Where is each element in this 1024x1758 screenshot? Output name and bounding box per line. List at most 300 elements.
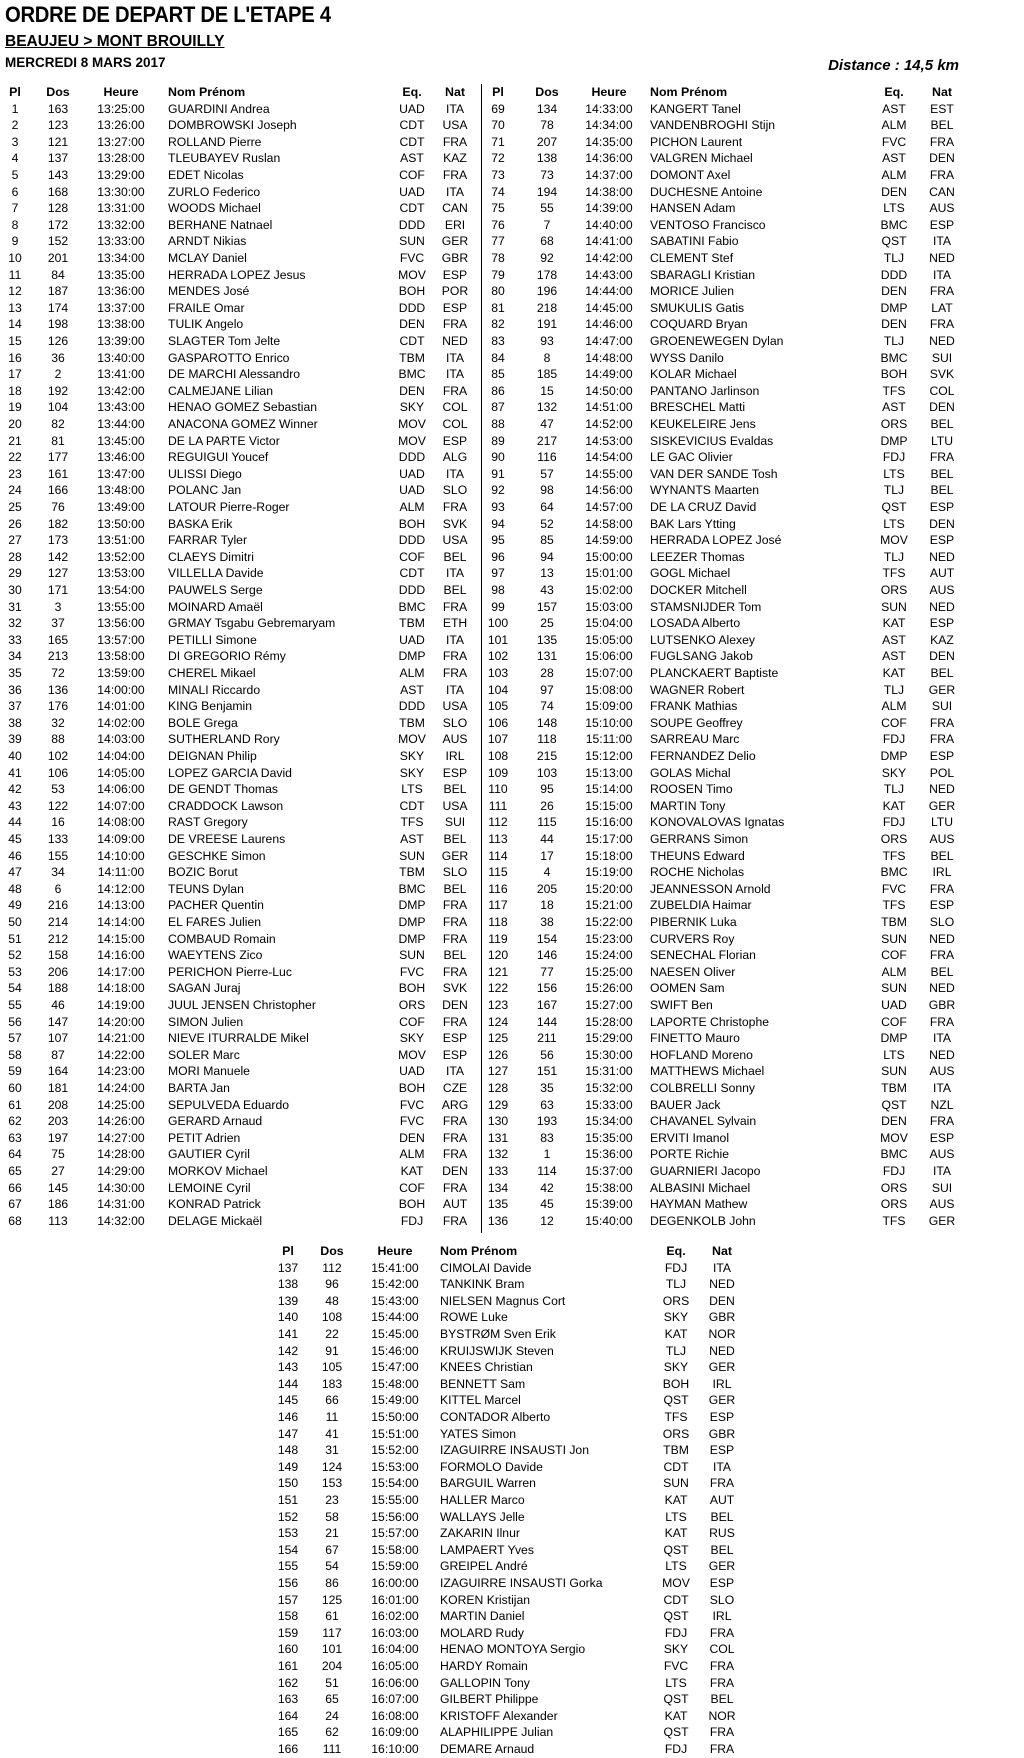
- cell-heure: 14:00:00: [97, 682, 145, 697]
- table-row: [272, 1741, 752, 1758]
- cell-heure: 14:41:00: [585, 234, 633, 249]
- cell-heure: 13:53:00: [97, 566, 145, 581]
- cell-nom: GOGL Michael: [650, 566, 731, 581]
- cell-heure: 15:08:00: [585, 682, 633, 697]
- cell-eq: BMC: [880, 350, 908, 365]
- cell-nat: NED: [929, 251, 955, 265]
- cell-heure: 14:33:00: [585, 101, 633, 116]
- cell-pl: 136: [487, 1213, 509, 1228]
- cell-pl: 40: [8, 749, 22, 763]
- cell-dos: 42: [540, 1180, 554, 1195]
- cell-eq: KAT: [664, 1708, 688, 1723]
- table-row: [0, 698, 480, 715]
- cell-nom: ROCHE Nicholas: [650, 865, 745, 880]
- cell-eq: QST: [881, 234, 907, 249]
- cell-eq: UAD: [881, 998, 907, 1012]
- cell-dos: 44: [540, 832, 554, 846]
- cell-pl: 23: [8, 466, 22, 481]
- cell-nat: FRA: [442, 1213, 468, 1228]
- table-row: [483, 980, 963, 997]
- cell-pl: 70: [491, 118, 505, 133]
- cell-eq: BOH: [398, 1081, 426, 1095]
- cell-nat: DEN: [442, 998, 468, 1012]
- cell-pl: 122: [487, 981, 509, 996]
- cell-nom: LEEZER Thomas: [650, 549, 745, 564]
- cell-nat: ESP: [929, 217, 955, 232]
- table-row: [483, 366, 963, 383]
- cell-dos: 98: [540, 483, 554, 498]
- cell-nat: BEL: [930, 848, 954, 863]
- cell-dos: 21: [325, 1526, 339, 1541]
- cell-pl: 16: [8, 350, 22, 365]
- table-row: [0, 964, 480, 981]
- cell-heure: 14:58:00: [585, 516, 633, 531]
- cell-pl: 128: [487, 1081, 509, 1095]
- cell-nom: ROWE Luke: [440, 1310, 508, 1325]
- cell-nom: CIMOLAI Davide: [440, 1260, 532, 1275]
- cell-dos: 124: [321, 1459, 343, 1474]
- cell-eq: ORS: [880, 417, 908, 431]
- cell-nom: MOINARD Amaël: [168, 599, 263, 614]
- cell-dos: 27: [51, 1164, 65, 1178]
- cell-eq: FVC: [881, 881, 907, 896]
- table-row: [483, 599, 963, 616]
- cell-heure: 13:56:00: [97, 616, 145, 631]
- cell-nat: NED: [929, 334, 955, 348]
- cell-eq: UAD: [399, 483, 425, 498]
- header-pl: Pl: [9, 85, 21, 99]
- cell-pl: 148: [277, 1443, 299, 1458]
- cell-heure: 15:39:00: [585, 1197, 633, 1212]
- cell-heure: 15:51:00: [371, 1426, 419, 1441]
- table-row: [272, 1625, 752, 1642]
- cell-heure: 15:42:00: [371, 1277, 419, 1292]
- cell-nom: KNEES Christian: [440, 1360, 533, 1375]
- cell-heure: 15:14:00: [585, 782, 633, 797]
- cell-nat: SLO: [929, 915, 955, 929]
- cell-dos: 142: [47, 549, 69, 564]
- cell-nom: SAGAN Juraj: [168, 981, 241, 996]
- stage-distance: Distance : 14,5 km: [828, 57, 959, 74]
- cell-dos: 52: [540, 516, 554, 531]
- cell-eq: AST: [400, 151, 424, 166]
- cell-nat: FRA: [929, 168, 955, 182]
- cell-nat: EST: [930, 101, 954, 116]
- cell-nom: LATOUR Pierre-Roger: [168, 500, 290, 514]
- cell-eq: DMP: [880, 1031, 908, 1046]
- cell-pl: 123: [487, 998, 509, 1012]
- header-eq: Eq.: [402, 85, 422, 99]
- table-row: [483, 814, 963, 831]
- cell-nom: HENAO MONTOYA Sergio: [440, 1642, 586, 1657]
- cell-pl: 60: [8, 1081, 22, 1095]
- cell-nom: PIBERNIK Luka: [650, 915, 737, 929]
- table-row: [0, 117, 480, 134]
- cell-heure: 14:43:00: [585, 267, 633, 282]
- cell-heure: 15:28:00: [585, 1014, 633, 1029]
- cell-heure: 13:33:00: [97, 234, 145, 249]
- table-row: [483, 997, 963, 1014]
- cell-nom: COMBAUD Romain: [168, 931, 276, 946]
- cell-dos: 134: [536, 101, 558, 116]
- cell-pl: 71: [491, 134, 505, 149]
- cell-heure: 13:46:00: [97, 450, 145, 465]
- cell-nat: GER: [708, 1393, 736, 1408]
- cell-eq: COF: [881, 948, 907, 963]
- cell-eq: TBM: [399, 350, 425, 365]
- cell-dos: 51: [325, 1675, 339, 1690]
- table-row: [0, 615, 480, 632]
- cell-nom: BENNETT Sam: [440, 1376, 526, 1391]
- table-row: [483, 532, 963, 549]
- cell-pl: 151: [277, 1493, 299, 1507]
- cell-pl: 64: [8, 1147, 22, 1162]
- cell-nom: LEMOINE Cyril: [168, 1180, 251, 1195]
- table-row: [0, 781, 480, 798]
- cell-dos: 154: [536, 931, 558, 946]
- cell-heure: 13:48:00: [97, 483, 145, 498]
- cell-eq: CDT: [399, 134, 425, 149]
- cell-pl: 55: [8, 998, 22, 1012]
- table-row: [483, 233, 963, 250]
- cell-nom: EL FARES Julien: [168, 915, 262, 929]
- cell-eq: TLJ: [883, 782, 905, 797]
- table-row: [0, 748, 480, 765]
- cell-nat: BEL: [443, 583, 467, 597]
- table-row: [0, 1080, 480, 1097]
- table-row: [0, 549, 480, 566]
- cell-eq: SKY: [663, 1310, 689, 1325]
- cell-heure: 15:06:00: [585, 649, 633, 664]
- cell-eq: SUN: [881, 931, 907, 946]
- table-row: [272, 1392, 752, 1409]
- cell-heure: 15:05:00: [585, 632, 633, 647]
- table-row: [272, 1558, 752, 1575]
- cell-eq: TFS: [882, 848, 906, 863]
- cell-eq: DDD: [398, 450, 426, 465]
- cell-heure: 15:19:00: [585, 865, 633, 880]
- table-row: [0, 233, 480, 250]
- cell-nom: ROLLAND Pierre: [168, 134, 262, 149]
- cell-dos: 217: [536, 433, 558, 448]
- cell-nat: AUT: [929, 566, 955, 581]
- cell-nom: HERRADA LOPEZ Jesus: [168, 267, 306, 282]
- cell-heure: 13:45:00: [97, 433, 145, 448]
- table-row: [0, 1063, 480, 1080]
- cell-heure: 14:37:00: [585, 168, 633, 182]
- cell-heure: 14:57:00: [585, 500, 633, 514]
- cell-nom: MORI Manuele: [168, 1064, 250, 1079]
- cell-nom: MORICE Julien: [650, 284, 734, 299]
- cell-nat: ARG: [441, 1097, 469, 1112]
- cell-dos: 48: [325, 1293, 339, 1308]
- table-row: [483, 383, 963, 400]
- cell-nom: KING Benjamin: [168, 699, 252, 714]
- cell-nat: NED: [709, 1343, 735, 1358]
- cell-dos: 123: [47, 118, 69, 133]
- cell-dos: 215: [536, 749, 558, 763]
- cell-pl: 43: [8, 798, 22, 813]
- table-row: [483, 1063, 963, 1080]
- cell-pl: 108: [487, 749, 509, 763]
- cell-dos: 153: [321, 1476, 343, 1491]
- cell-pl: 31: [8, 599, 22, 614]
- table-row: [0, 433, 480, 450]
- cell-heure: 15:45:00: [371, 1327, 419, 1341]
- cell-heure: 14:47:00: [585, 334, 633, 348]
- column-header-row: [0, 84, 480, 101]
- cell-heure: 15:38:00: [585, 1180, 633, 1195]
- cell-nat: SUI: [931, 1180, 953, 1195]
- cell-pl: 131: [487, 1130, 509, 1145]
- cell-nom: IZAGUIRRE INSAUSTI Gorka: [440, 1576, 603, 1590]
- cell-nat: BEL: [443, 832, 467, 846]
- table-row: [0, 1196, 480, 1213]
- cell-pl: 44: [8, 815, 22, 830]
- cell-heure: 13:43:00: [97, 400, 145, 415]
- cell-nom: CLEMENT Stef: [650, 251, 734, 265]
- cell-eq: TBM: [399, 616, 425, 631]
- cell-nom: LUTSENKO Alexey: [650, 632, 755, 647]
- cell-pl: 119: [488, 931, 508, 946]
- cell-nat: ITA: [932, 1081, 952, 1095]
- cell-nat: ESP: [929, 749, 955, 763]
- cell-heure: 15:40:00: [585, 1213, 633, 1228]
- cell-heure: 13:32:00: [97, 217, 145, 232]
- cell-nat: DEN: [929, 516, 955, 531]
- cell-dos: 151: [536, 1064, 558, 1079]
- cell-dos: 61: [325, 1609, 339, 1624]
- cell-dos: 83: [540, 1130, 554, 1145]
- cell-dos: 86: [325, 1576, 339, 1590]
- cell-nat: BEL: [443, 948, 467, 963]
- table-row: [272, 1592, 752, 1609]
- cell-nom: DE LA PARTE Victor: [168, 433, 280, 448]
- cell-heure: 14:12:00: [97, 881, 145, 896]
- cell-pl: 1: [11, 101, 19, 116]
- table-row: [0, 134, 480, 151]
- table-row: [483, 1213, 963, 1230]
- cell-dos: 46: [51, 998, 65, 1012]
- cell-heure: 14:46:00: [585, 317, 633, 332]
- cell-pl: 38: [8, 715, 22, 730]
- cell-nom: SOLER Marc: [168, 1047, 240, 1062]
- cell-nat: BEL: [930, 417, 954, 431]
- cell-eq: TFS: [882, 566, 906, 581]
- table-row: [483, 715, 963, 732]
- cell-nat: USA: [442, 118, 468, 133]
- cell-pl: 140: [277, 1310, 299, 1325]
- cell-pl: 121: [487, 964, 509, 979]
- cell-pl: 82: [491, 317, 505, 332]
- cell-nat: ESP: [442, 267, 468, 282]
- cell-nom: TEUNS Dylan: [168, 881, 244, 896]
- cell-heure: 13:47:00: [97, 466, 145, 481]
- table-row: [272, 1691, 752, 1708]
- cell-nom: BOLE Grega: [168, 715, 238, 730]
- cell-pl: 161: [277, 1659, 299, 1673]
- cell-eq: CDT: [663, 1592, 689, 1607]
- cell-pl: 163: [277, 1692, 299, 1707]
- cell-eq: COF: [399, 1180, 425, 1195]
- cell-nom: FORMOLO Davide: [440, 1459, 543, 1474]
- cell-dos: 22: [325, 1327, 339, 1341]
- cell-dos: 185: [536, 367, 558, 382]
- cell-nat: USA: [442, 798, 468, 813]
- cell-pl: 9: [11, 234, 19, 249]
- cell-dos: 3: [54, 599, 62, 614]
- cell-eq: TLJ: [665, 1277, 687, 1292]
- table-row: [483, 864, 963, 881]
- table-row: [483, 615, 963, 632]
- cell-eq: KAT: [882, 798, 906, 813]
- cell-pl: 87: [491, 400, 505, 415]
- cell-nat: DEN: [929, 400, 955, 415]
- cell-nom: BYSTRØM Sven Erik: [440, 1327, 556, 1341]
- cell-heure: 14:28:00: [97, 1147, 145, 1162]
- cell-dos: 93: [540, 334, 554, 348]
- cell-dos: 75: [51, 1147, 65, 1162]
- cell-pl: 22: [8, 450, 22, 465]
- cell-nom: KANGERT Tanel: [650, 101, 741, 116]
- cell-pl: 144: [277, 1376, 299, 1391]
- cell-nat: AUS: [929, 1147, 955, 1162]
- cell-nom: MCLAY Daniel: [168, 251, 247, 265]
- table-row: [0, 167, 480, 184]
- table-row: [483, 798, 963, 815]
- cell-eq: FDJ: [664, 1260, 688, 1275]
- cell-pl: 8: [11, 217, 19, 232]
- cell-pl: 59: [8, 1064, 22, 1079]
- cell-nom: DOMONT Axel: [650, 168, 731, 182]
- cell-dos: 214: [47, 915, 69, 929]
- cell-nat: FRA: [442, 898, 468, 913]
- cell-pl: 4: [11, 151, 19, 166]
- cell-eq: ORS: [398, 998, 426, 1012]
- cell-heure: 13:55:00: [97, 599, 145, 614]
- cell-heure: 13:37:00: [97, 300, 145, 315]
- cell-pl: 66: [8, 1180, 22, 1195]
- cell-nom: GREIPEL André: [440, 1559, 528, 1574]
- cell-dos: 8: [543, 350, 551, 365]
- cell-nat: NED: [929, 931, 955, 946]
- cell-nom: DE LA CRUZ David: [650, 500, 757, 514]
- cell-eq: FDJ: [664, 1742, 688, 1756]
- cell-nom: VALGREN Michael: [650, 151, 753, 166]
- table-row: [483, 283, 963, 300]
- cell-dos: 121: [47, 134, 69, 149]
- cell-pl: 7: [11, 201, 19, 216]
- cell-pl: 120: [487, 948, 509, 963]
- cell-nom: BOZIC Borut: [168, 865, 238, 880]
- table-row: [272, 1542, 752, 1559]
- cell-dos: 111: [322, 1742, 342, 1756]
- cell-nat: NOR: [708, 1327, 736, 1341]
- cell-nat: LTU: [930, 433, 954, 448]
- cell-heure: 14:56:00: [585, 483, 633, 498]
- cell-eq: LTS: [883, 516, 905, 531]
- cell-nom: DE MARCHI Alessandro: [168, 367, 301, 382]
- cell-dos: 164: [47, 1064, 69, 1079]
- cell-nom: BAK Lars Ytting: [650, 516, 736, 531]
- cell-nat: GER: [928, 682, 956, 697]
- cell-heure: 15:07:00: [585, 666, 633, 680]
- cell-heure: 16:01:00: [371, 1592, 419, 1607]
- header-nom: Nom Prénom: [440, 1244, 518, 1258]
- cell-eq: MOV: [880, 1130, 908, 1145]
- table-row: [0, 798, 480, 815]
- cell-nom: BARTA Jan: [168, 1081, 230, 1095]
- cell-dos: 18: [540, 898, 554, 913]
- cell-heure: 15:17:00: [585, 832, 633, 846]
- cell-eq: DMP: [880, 300, 908, 315]
- cell-nat: ITA: [445, 466, 465, 481]
- cell-pl: 84: [491, 350, 505, 365]
- cell-heure: 14:03:00: [97, 732, 145, 747]
- cell-nat: GBR: [708, 1310, 736, 1325]
- cell-nat: FRA: [929, 732, 955, 747]
- cell-nat: FRA: [929, 450, 955, 465]
- cell-eq: TLJ: [665, 1343, 687, 1358]
- cell-nat: KAZ: [443, 151, 467, 166]
- table-row: [483, 449, 963, 466]
- header-dos: Dos: [535, 85, 559, 99]
- table-row: [0, 931, 480, 948]
- cell-heure: 13:26:00: [97, 118, 145, 133]
- table-row: [0, 1014, 480, 1031]
- cell-nat: NED: [929, 549, 955, 564]
- cell-nat: FRA: [442, 1014, 468, 1029]
- table-row: [272, 1426, 752, 1443]
- cell-dos: 152: [47, 234, 69, 249]
- cell-eq: UAD: [399, 101, 425, 116]
- cell-heure: 15:09:00: [585, 699, 633, 714]
- cell-heure: 15:33:00: [585, 1097, 633, 1112]
- cell-dos: 92: [540, 251, 554, 265]
- cell-pl: 48: [8, 881, 22, 896]
- cell-nat: USA: [442, 699, 468, 714]
- cell-nom: STAMSNIJDER Tom: [650, 599, 762, 614]
- table-row: [0, 731, 480, 748]
- cell-nom: HALLER Marco: [440, 1493, 525, 1507]
- table-row: [483, 482, 963, 499]
- cell-eq: UAD: [399, 1064, 425, 1079]
- cell-heure: 15:20:00: [585, 881, 633, 896]
- cell-pl: 18: [8, 383, 22, 398]
- cell-pl: 145: [277, 1393, 299, 1408]
- cell-eq: TFS: [882, 383, 906, 398]
- cell-dos: 62: [325, 1725, 339, 1740]
- cell-nom: VILLELLA Davide: [168, 566, 264, 581]
- cell-eq: ORS: [880, 832, 908, 846]
- cell-pl: 35: [8, 666, 22, 680]
- cell-eq: QST: [663, 1725, 689, 1740]
- cell-pl: 6: [11, 184, 19, 199]
- cell-eq: DEN: [881, 1114, 907, 1129]
- cell-heure: 15:21:00: [585, 898, 633, 913]
- cell-nom: SMUKULIS Gatis: [650, 300, 745, 315]
- header-heure: Heure: [377, 1244, 413, 1258]
- table-row: [483, 466, 963, 483]
- cell-heure: 15:10:00: [585, 715, 633, 730]
- cell-pl: 130: [487, 1114, 509, 1129]
- cell-nom: DOMBROWSKI Joseph: [168, 118, 297, 133]
- cell-dos: 167: [536, 998, 558, 1012]
- cell-nat: FRA: [929, 284, 955, 299]
- cell-dos: 172: [47, 217, 69, 232]
- column-divider: [481, 84, 482, 1233]
- cell-heure: 14:31:00: [97, 1197, 145, 1212]
